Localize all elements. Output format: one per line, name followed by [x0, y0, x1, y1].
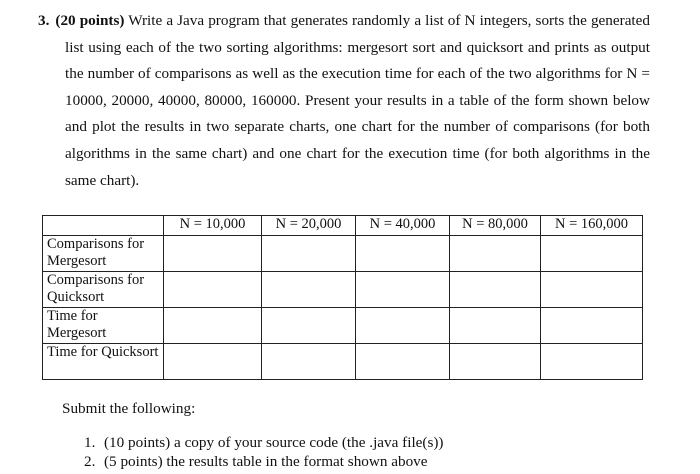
table-cell	[450, 272, 541, 308]
table-cell	[164, 344, 262, 380]
list-item	[84, 433, 444, 452]
table-cell	[164, 272, 262, 308]
table-cell	[356, 344, 450, 380]
table-cell	[541, 308, 643, 344]
column-header: N = 10,000	[164, 216, 262, 236]
table-cell	[356, 272, 450, 308]
list-item	[84, 452, 444, 471]
table-cell	[541, 272, 643, 308]
table-corner-cell	[43, 216, 164, 236]
row-label: Time for Quicksort	[43, 344, 164, 380]
table-cell	[356, 236, 450, 272]
column-header: N = 80,000	[450, 216, 541, 236]
submit-heading: Submit the following:	[62, 400, 196, 417]
row-label: Comparisons for Mergesort	[43, 236, 164, 272]
column-header: N = 160,000	[541, 216, 643, 236]
table-cell	[262, 308, 356, 344]
submit-list	[84, 433, 444, 471]
table-header-row	[43, 216, 643, 236]
table-cell	[450, 308, 541, 344]
table-cell	[262, 272, 356, 308]
problem-text: Write a Java program that generates randomly a list of N integers, sorts the generated list using each of the two sorting algorithms: mergesort sort and quicksort and prints as output the number of comparisons as well as the execution time for each of the two algorithms for N = 10000, 20000, 40000, 80000, 160000. Present your results in a table of the form shown below and plot the results in two separate charts, one chart for the number of comparisons (for both algorithms in the same chart) and one chart for the execution time (for both algorithms in the same chart).	[65, 12, 650, 189]
problem-paragraph	[38, 8, 650, 194]
list-item-index: 1.	[84, 434, 96, 451]
list-item-text: (5 points) the results table in the format shown above	[104, 453, 428, 470]
column-header: N = 40,000	[356, 216, 450, 236]
table-cell	[262, 344, 356, 380]
table-row	[43, 344, 643, 380]
table-cell	[541, 236, 643, 272]
table-cell	[356, 308, 450, 344]
problem-statement	[38, 8, 650, 194]
table-cell	[450, 236, 541, 272]
row-label: Comparisons for Quicksort	[43, 272, 164, 308]
list-item-index: 2.	[84, 453, 96, 470]
list-item-text: (10 points) a copy of your source code (the .java file(s))	[104, 434, 444, 451]
table-cell	[450, 344, 541, 380]
table-row	[43, 236, 643, 272]
row-label: Time for Mergesort	[43, 308, 164, 344]
table-cell	[262, 236, 356, 272]
table-cell	[541, 344, 643, 380]
table-cell	[164, 236, 262, 272]
table-row	[43, 308, 643, 344]
table-row	[43, 272, 643, 308]
column-header: N = 20,000	[262, 216, 356, 236]
problem-number: 3.	[38, 12, 50, 29]
problem-points: (20 points)	[55, 12, 125, 29]
table-cell	[164, 308, 262, 344]
results-table	[42, 215, 643, 380]
